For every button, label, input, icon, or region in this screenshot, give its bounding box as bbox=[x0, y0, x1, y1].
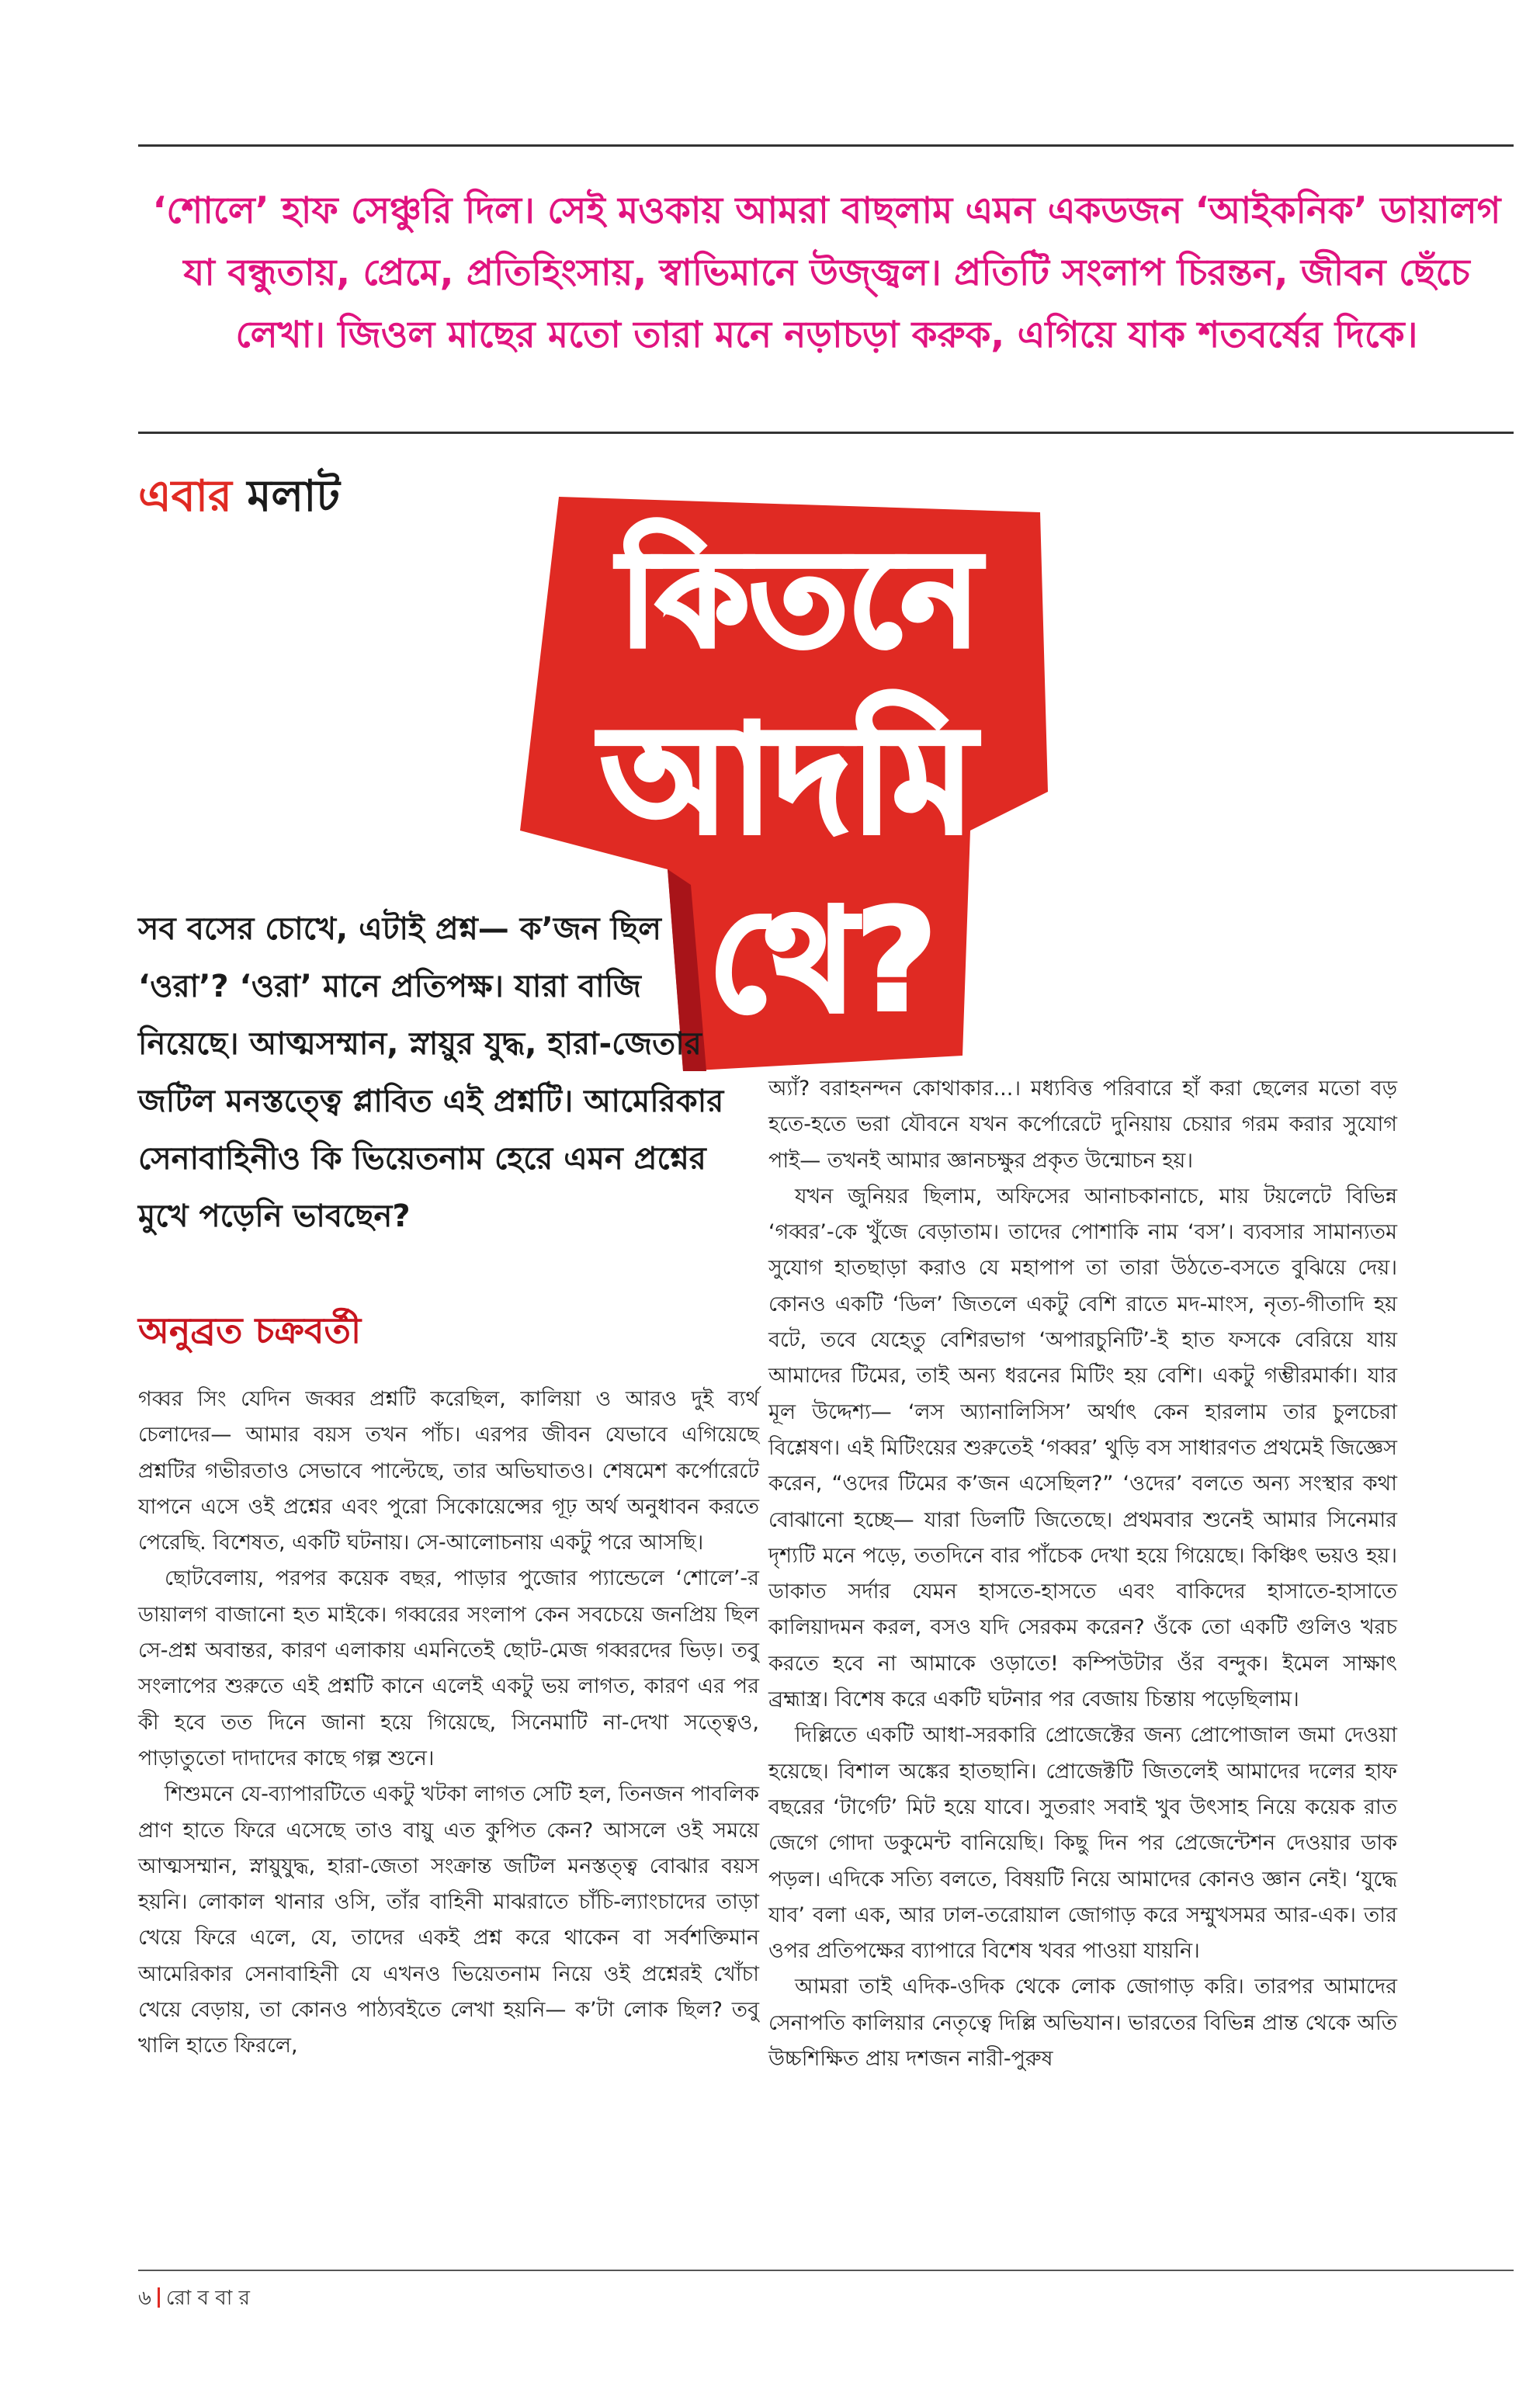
section-kicker bbox=[138, 463, 340, 536]
footer-rule bbox=[138, 2270, 1514, 2271]
body-paragraph: আমরা তাই এদিক-ওদিক থেকে লোক জোগাড় করি। তারপর আমাদের সেনাপতি কালিয়ার নেতৃত্বে দিল্লি অভিযান। ভারতের বিভিন্ন প্রান্ত থেকে অতি উচ্চশিক্ষিত প্রায় দশজন নারী-পুরুষ bbox=[768, 1975, 1397, 2072]
kicker-black: মলাট bbox=[247, 471, 340, 522]
logo-line-2: আদমি bbox=[601, 694, 975, 865]
intro-blurb: ‘শোলে’ হাফ সেঞ্চুরি দিল। সেই মওকায় আমরা বাছলাম এমন একডজন ‘আইকনিক’ ডায়ালগ যা বন্ধুতায়, প্রেমে, প্রতিহিংসায়, স্বাভিমানে উজ্জ্বল। প্রতিটি সংলাপ চিরন্তন, জীবন ছেঁচে লেখা। জিওল মাছের মতো তারা মনে নড়াচড়া করুক, এগিয়ে যাক শতবর্ষের দিকে। bbox=[152, 189, 1501, 356]
page-number: ৬ bbox=[138, 2287, 151, 2310]
body-column-right bbox=[768, 1071, 1397, 2077]
magazine-name: রো ব বা র bbox=[165, 2287, 250, 2310]
byline: অনুব্রত চক্রবর্তী bbox=[138, 1309, 362, 1351]
body-paragraph: অ্যাঁ? বরাহনন্দন কোথাকার...। মধ্যবিত্ত পরিবারে হাঁ করা ছেলের মতো বড় হতে-হতে ভরা যৌবনে যখন কর্পোরেটে দুনিয়ায় চেয়ার গরম করার সুযোগ পাই— তখনই আমার জ্ঞানচক্ষুর প্রকৃত উন্মোচন হয়। bbox=[768, 1077, 1397, 1173]
section-rule bbox=[138, 432, 1514, 434]
body-column-left bbox=[138, 1382, 759, 2065]
body-paragraph: শিশুমনে যে-ব্যাপারটিতে একটু খটকা লাগত সেটি হল, তিনজন পাবলিক প্রাণ হাতে ফিরে এসেছে তাও বায়ু এত কুপিত কেন? আসলে ওই সময়ে আত্মসম্মান, স্নায়ুযুদ্ধ, হারা-জেতা সংক্রান্ত জটিল মনস্তত্ত্ব বোঝার বয়স হয়নি। লোকাল থানার ওসি, তাঁর বাহিনী মাঝরাতে চাঁচি-ল্যাংচাদের তাড়া খেয়ে ফিরে এলে, যে, তাদের একই প্রশ্ন করে থাকেন বা সর্বশক্তিমান আমেরিকার সেনাবাহিনী যে এখনও ভিয়েতনাম নিয়ে ওই প্রশ্নেরই খোঁচা খেয়ে বেড়ায়, তা কোনও পাঠ্যবইতে লেখা হয়নি— ক’টা লোক ছিল? তবু খালি হাতে ফিরলে, bbox=[138, 1782, 759, 2058]
logo-line-1: কিতনে bbox=[619, 522, 980, 676]
folio-divider bbox=[158, 2287, 160, 2308]
body-paragraph: দিল্লিতে একটি আধা-সরকারি প্রোজেক্টের জন্য প্রোপোজাল জমা দেওয়া হয়েছে। বিশাল অঙ্কের হাতছানি। প্রোজেক্টটি জিতলেই আমাদের দলের হাফ বছরের ‘টার্গেট’ মিট হয়ে যাবে। সুতরাং সবাই খুব উৎসাহ নিয়ে কয়েক রাত জেগে গোদা ডকুমেন্ট বানিয়েছি। কিছু দিন পর প্রেজেন্টেশন দেওয়ার ডাক পড়ল। এদিকে সত্যি বলতে, বিষয়টি নিয়ে আমাদের কোনও জ্ঞান নেই। ‘যুদ্ধে যাব’ বলা এক, আর ঢাল-তরোয়াল জোগাড় করে সম্মুখসমর আর-এক। তার ওপর প্রতিপক্ষের ব্যাপারে বিশেষ খবর পাওয়া যায়নি। bbox=[768, 1723, 1397, 1964]
body-paragraph: ছোটবেলায়, পরপর কয়েক বছর, পাড়ার পুজোর প্যান্ডেলে ‘শোলে’-র ডায়ালগ বাজানো হত মাইকে। গব্বরের সংলাপ কেন সবচেয়ে জনপ্রিয় ছিল সে-প্রশ্ন অবান্তর, কারণ এলাকায় এমনিতেই ছোট-মেজ গব্বরদের ভিড়। তবু সংলাপের শুরুতে এই প্রশ্নটি কানে এলেই একটু ভয় লাগত, কারণ এর পর কী হবে তত দিনে জানা হয়ে গিয়েছে, সিনেমাটি না-দেখা সত্ত্বেও, পাড়াতুতো দাদাদের কাছে গল্প শুনে। bbox=[138, 1566, 759, 1770]
kicker-red: এবার bbox=[138, 471, 232, 522]
logo-line-3: থে? bbox=[708, 880, 938, 1042]
deck-text: সব বসের চোখে, এটাই প্রশ্ন— ক’জন ছিল ‘ওরা’? ‘ওরা’ মানে প্রতিপক্ষ। যারা বাজি নিয়েছে। আত্মসম্মান, স্নায়ুর যুদ্ধ, হারা-জেতার জটিল মনস্তত্ত্বে প্লাবিত এই প্রশ্নটি। আমেরিকার সেনাবাহিনীও কি ভিয়েতনাম হেরে এমন প্রশ্নের মুখে পড়েনি ভাবছেন? bbox=[138, 911, 724, 1234]
body-paragraph: গব্বর সিং যেদিন জব্বর প্রশ্নটি করেছিল, কালিয়া ও আরও দুই ব্যর্থ চেলাদের— আমার বয়স তখন পাঁচ। এরপর জীবন যেভাবে এগিয়েছে প্রশ্নটির গভীরতাও সেভাবে পাল্টেছে, তার অভিঘাতও। শেষমেশ কর্পোরেটে যাপনে এসে ওই প্রশ্নের এবং পুরো সিকোয়েন্সের গূঢ় অর্থ অনুধাবন করতে পেরেছি. বিশেষত, একটি ঘটনায়। সে-আলোচনায় একটু পরে আসছি। bbox=[138, 1387, 759, 1555]
page-folio bbox=[138, 2282, 250, 2316]
top-rule bbox=[138, 144, 1514, 147]
body-paragraph: যখন জুনিয়র ছিলাম, অফিসের আনাচকানাচে, মায় টয়লেটে বিভিন্ন ‘গব্বর’-কে খুঁজে বেড়াতাম। তাদের পোশাকি নাম ‘বস’। ব্যবসার সামান্যতম সুযোগ হাতছাড়া করাও যে মহাপাপ তা তারা উঠতে-বসতে বুঝিয়ে দেয়। কোনও একটি ‘ডিল’ জিতলে একটু বেশি রাতে মদ-মাংস, নৃত্য-গীতাদি হয় বটে, তবে যেহেতু বেশিরভাগ ‘অপারচুনিটি’-ই হাত ফসকে বেরিয়ে যায় আমাদের টিমের, তাই অন্য ধরনের মিটিং হয় বেশি। একটু গম্ভীরমার্কা। যার মূল উদ্দেশ্য— ‘লস অ্যানালিসিস’ অর্থাৎ কেন হারলাম তার চুলচেরা বিশ্লেষণ। এই মিটিংয়ের শুরুতেই ‘গব্বর’ থুড়ি বস সাধারণত প্রথমেই জিজ্ঞেস করেন, “ওদের টিমের ক’জন এসেছিল?” ‘ওদের’ বলতে অন্য সংস্থার কথা বোঝানো হচ্ছে— যারা ডিলটি জিতেছে। প্রথমবার শুনেই আমার সিনেমার দৃশ্যটি মনে পড়ে, ততদিনে বার পাঁচেক দেখা হয়ে গিয়েছে। কিঞ্চিৎ ভয়ও হয়। ডাকাত সর্দার যেমন হাসতে-হাসতে এবং বাকিদের হাসাতে-হাসাতে কালিয়াদমন করল, বসও যদি সেরকম করেন? ওঁকে তো একটি গুলিও খরচ করতে হবে না আমাকে ওড়াতে! কম্পিউটার ওঁর বন্দুক। ইমেল সাক্ষাৎ ব্রহ্মাস্ত্র। বিশেষ করে একটি ঘটনার পর বেজায় চিন্তায় পড়েছিলাম। bbox=[768, 1184, 1397, 1712]
